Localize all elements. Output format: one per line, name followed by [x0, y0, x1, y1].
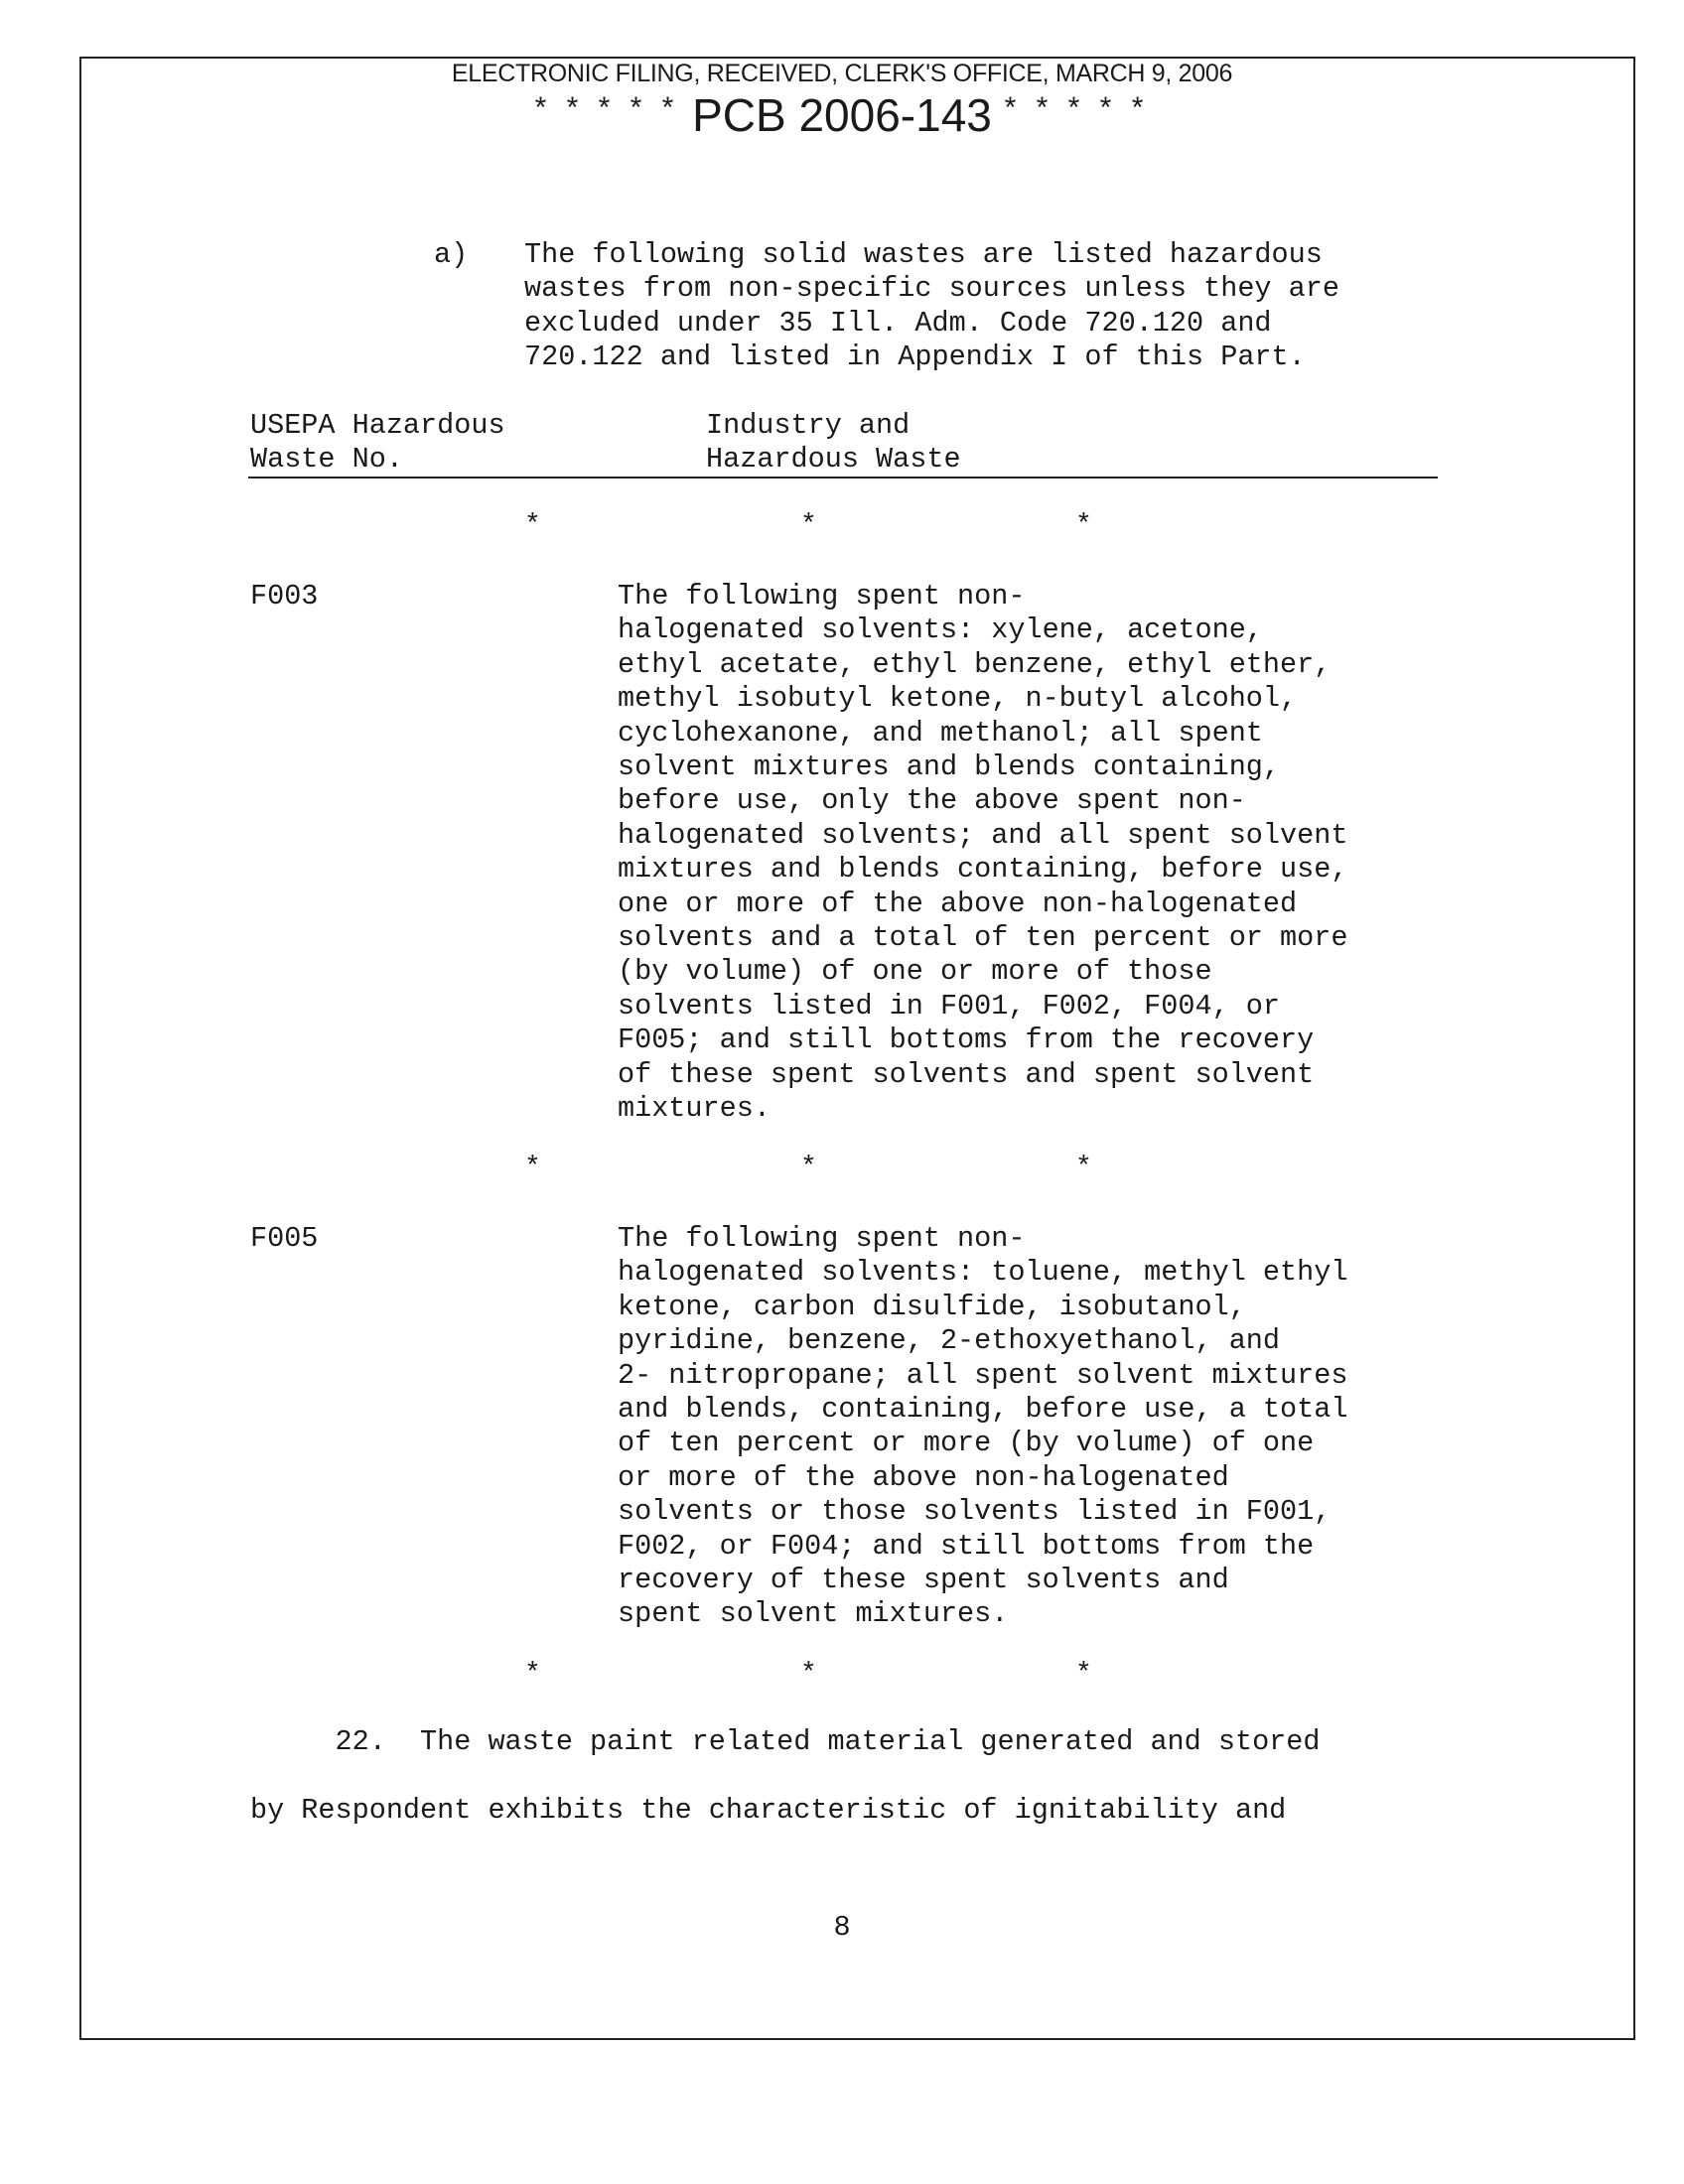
omission-star: * [1075, 510, 1092, 541]
stamp-stars-left: * * * * * [534, 91, 680, 124]
page-number: 8 [833, 1911, 851, 1944]
stamp-stars-right: * * * * * [1004, 91, 1150, 124]
header-underline [248, 477, 1438, 478]
subsection-label: a) [434, 238, 469, 271]
omission-stars [0, 1658, 1684, 1692]
case-number: PCB 2006-143 [692, 89, 992, 141]
filing-stamp-line: ELECTRONIC FILING, RECEIVED, CLERK'S OFFICE, MARCH 9, 2006 [451, 60, 1233, 87]
omission-star: * [1075, 1659, 1092, 1690]
waste-description: The following spent non- halogenated solvents: xylene, acetone, ethyl acetate, ethyl benzene, ethyl ether, methyl isobutyl ketone, n-butyl alcohol, cyclohexanone, and methanol; all spent solvent mixtures and blends containing, before use, only the above spent non- halogenated solvents; and all spent solvent mixtures and blends containing, before use, one or more of the above non-halogenated solvents and a total of ten percent or more (by volume) of one or more of those solvents listed in F001, F002, F004, or F005; and still bottoms from the recovery of these spent solvents and spent solvent mixtures. [618, 580, 1348, 1126]
omission-star: * [800, 1659, 817, 1690]
waste-description: The following spent non- halogenated solvents: toluene, methyl ethyl ketone, carbon disulfide, isobutanol, pyridine, benzene, 2-ethoxyethanol, and 2- nitropropane; all spent solvent mixtures and blends, containing, before use, a total of ten percent or more (by volume) of one or more of the above non-halogenated solvents or those solvents listed in F001, F002, or F004; and still bottoms from the recovery of these spent solvents and spent solvent mixtures. [618, 1222, 1348, 1631]
omission-star: * [524, 510, 541, 541]
omission-star: * [800, 1153, 817, 1183]
omission-stars [0, 509, 1684, 543]
waste-code: F003 [250, 580, 319, 613]
omission-star: * [1075, 1153, 1092, 1183]
subsection-text: The following solid wastes are listed hazardous wastes from non-specific sources unless they are excluded under 35 Ill. Adm. Code 720.120 and 720.122 and listed in Appendix I of this Part. [524, 238, 1339, 374]
column-header-waste-number: USEPA Hazardous Waste No. [250, 409, 505, 477]
omission-stars [0, 1152, 1684, 1185]
waste-code: F005 [250, 1222, 319, 1255]
column-header-industry: Industry and Hazardous Waste [706, 409, 961, 477]
case-number-stamp [0, 89, 1684, 141]
omission-star: * [800, 510, 817, 541]
body-paragraph-line: 22. The waste paint related material generated and stored [250, 1725, 1321, 1758]
body-paragraph-line: by Respondent exhibits the characteristic of ignitability and [250, 1794, 1287, 1827]
omission-star: * [524, 1153, 541, 1183]
omission-star: * [524, 1659, 541, 1690]
